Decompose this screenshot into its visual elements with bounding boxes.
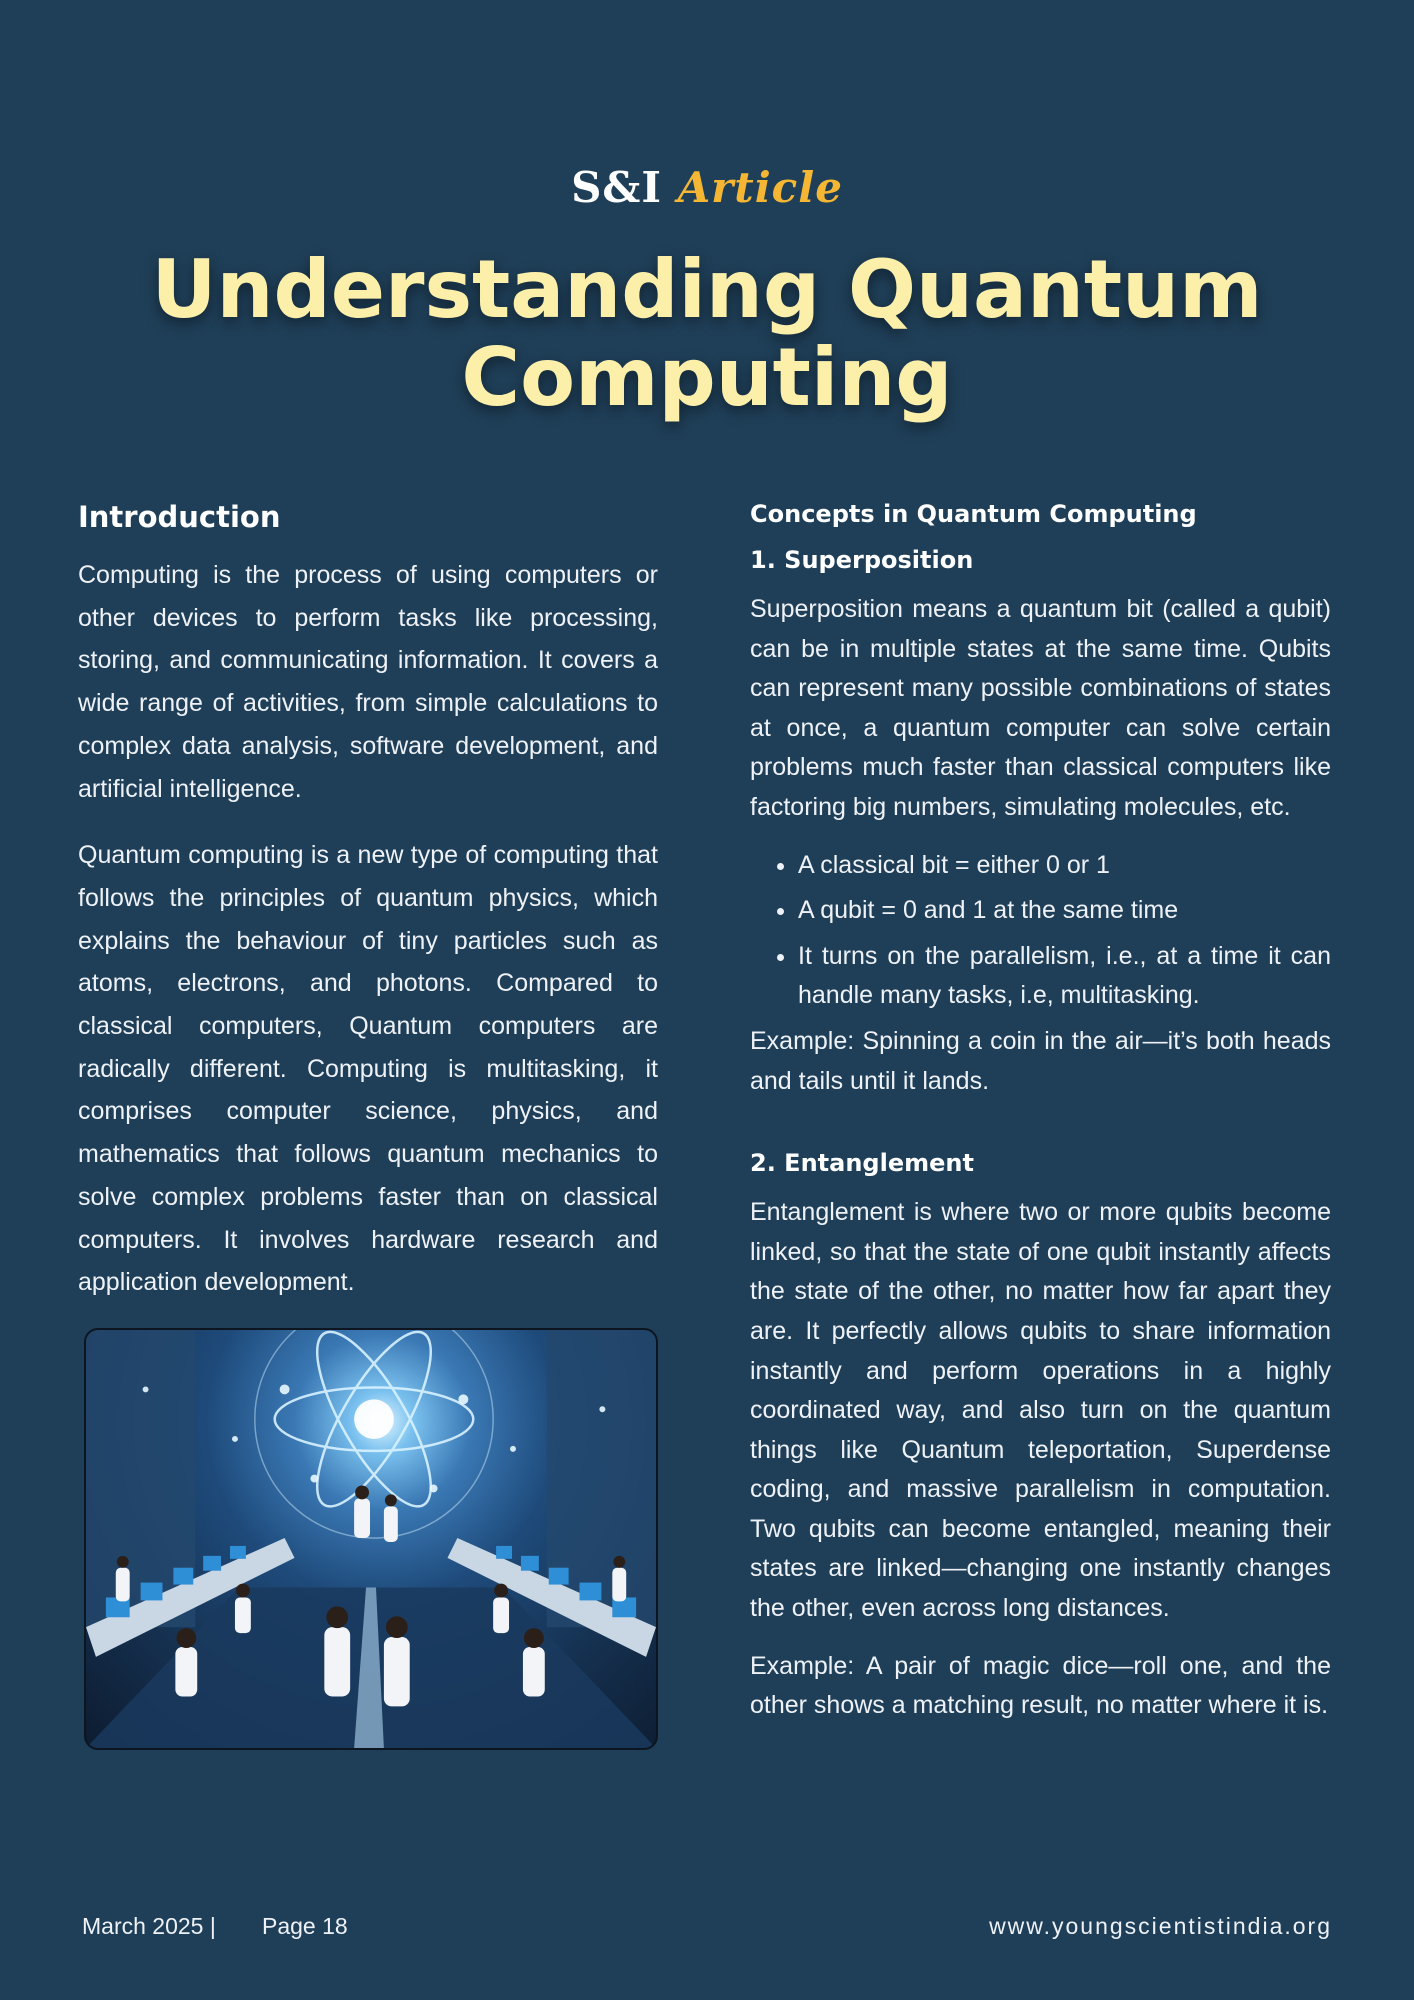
magazine-section-label: [0, 163, 1414, 212]
superposition-paragraph: Superposition means a quantum bit (called a qubit) can be in multiple states at the same time. Qubits can represent many possible combinations of states at once, a quantum computer can solve certain problems much faster than classical computers like factoring big numbers, simulating molecules, etc.: [750, 595, 1331, 821]
issue-date: March 2025 |: [82, 1913, 216, 1939]
superposition-heading: 1. Superposition: [750, 546, 974, 574]
left-column: [78, 500, 658, 1750]
superposition-bullet-list: [750, 846, 1331, 1016]
section-label-brand: S&I: [571, 163, 662, 212]
introduction-heading: Introduction: [78, 500, 281, 534]
list-item: • It turns on the parallelism, i.e., at a time it can handle many tasks, i.e, multitasking.: [798, 937, 1331, 1016]
website-link[interactable]: www.youngscientistindia.org: [989, 1913, 1332, 1939]
list-item: • A qubit = 0 and 1 at the same time: [798, 891, 1331, 931]
article-title: Understanding Quantum Computing: [151, 243, 1263, 424]
entanglement-paragraph: Entanglement is where two or more qubits become linked, so that the state of one qubit instantly affects the state of the other, no matter how far apart they are. It perfectly allows qubits to share information instantly and perform operations in a highly coordinated way, and also turn on the quantum things like Quantum teleportation, Superdense coding, and massive parallelism in computation. Two qubits can become entangled, meaning their states are linked—changing one instantly changes the other, even across long distances.: [750, 1198, 1331, 1623]
concepts-heading: Concepts in Quantum Computing: [750, 500, 1197, 528]
intro-paragraph: Quantum computing is a new type of computing that follows the principles of quantum physics, which explains the behaviour of tiny particles such as atoms, electrons, and photons. Compared to classical computers, Quantum computers are radically different. Computing is multitasking, it comprises computer science, physics, and mathematics that follows quantum mechanics to solve complex problems faster than on classical computers. It involves hardware research and application development.: [78, 841, 658, 1297]
entanglement-heading: 2. Entanglement: [750, 1149, 974, 1178]
page-number: Page 18: [262, 1913, 348, 1939]
superposition-example: Example: Spinning a coin in the air—it’s both heads and tails until it lands.: [750, 1026, 1331, 1095]
lab-illustration-graphic: [86, 1330, 656, 1748]
list-item: • A classical bit = either 0 or 1: [798, 846, 1331, 886]
quantum-lab-illustration: [84, 1328, 658, 1750]
section-label-article: Article: [677, 163, 843, 212]
right-column: [750, 500, 1331, 1726]
entanglement-example: Example: A pair of magic dice—roll one, and the other shows a matching result, no matter where it is.: [750, 1651, 1331, 1720]
intro-paragraph: Computing is the process of using computers or other devices to perform tasks like processing, storing, and communicating information. It covers a wide range of activities, from simple calculations to complex data analysis, software development, and artificial intelligence.: [78, 561, 658, 803]
